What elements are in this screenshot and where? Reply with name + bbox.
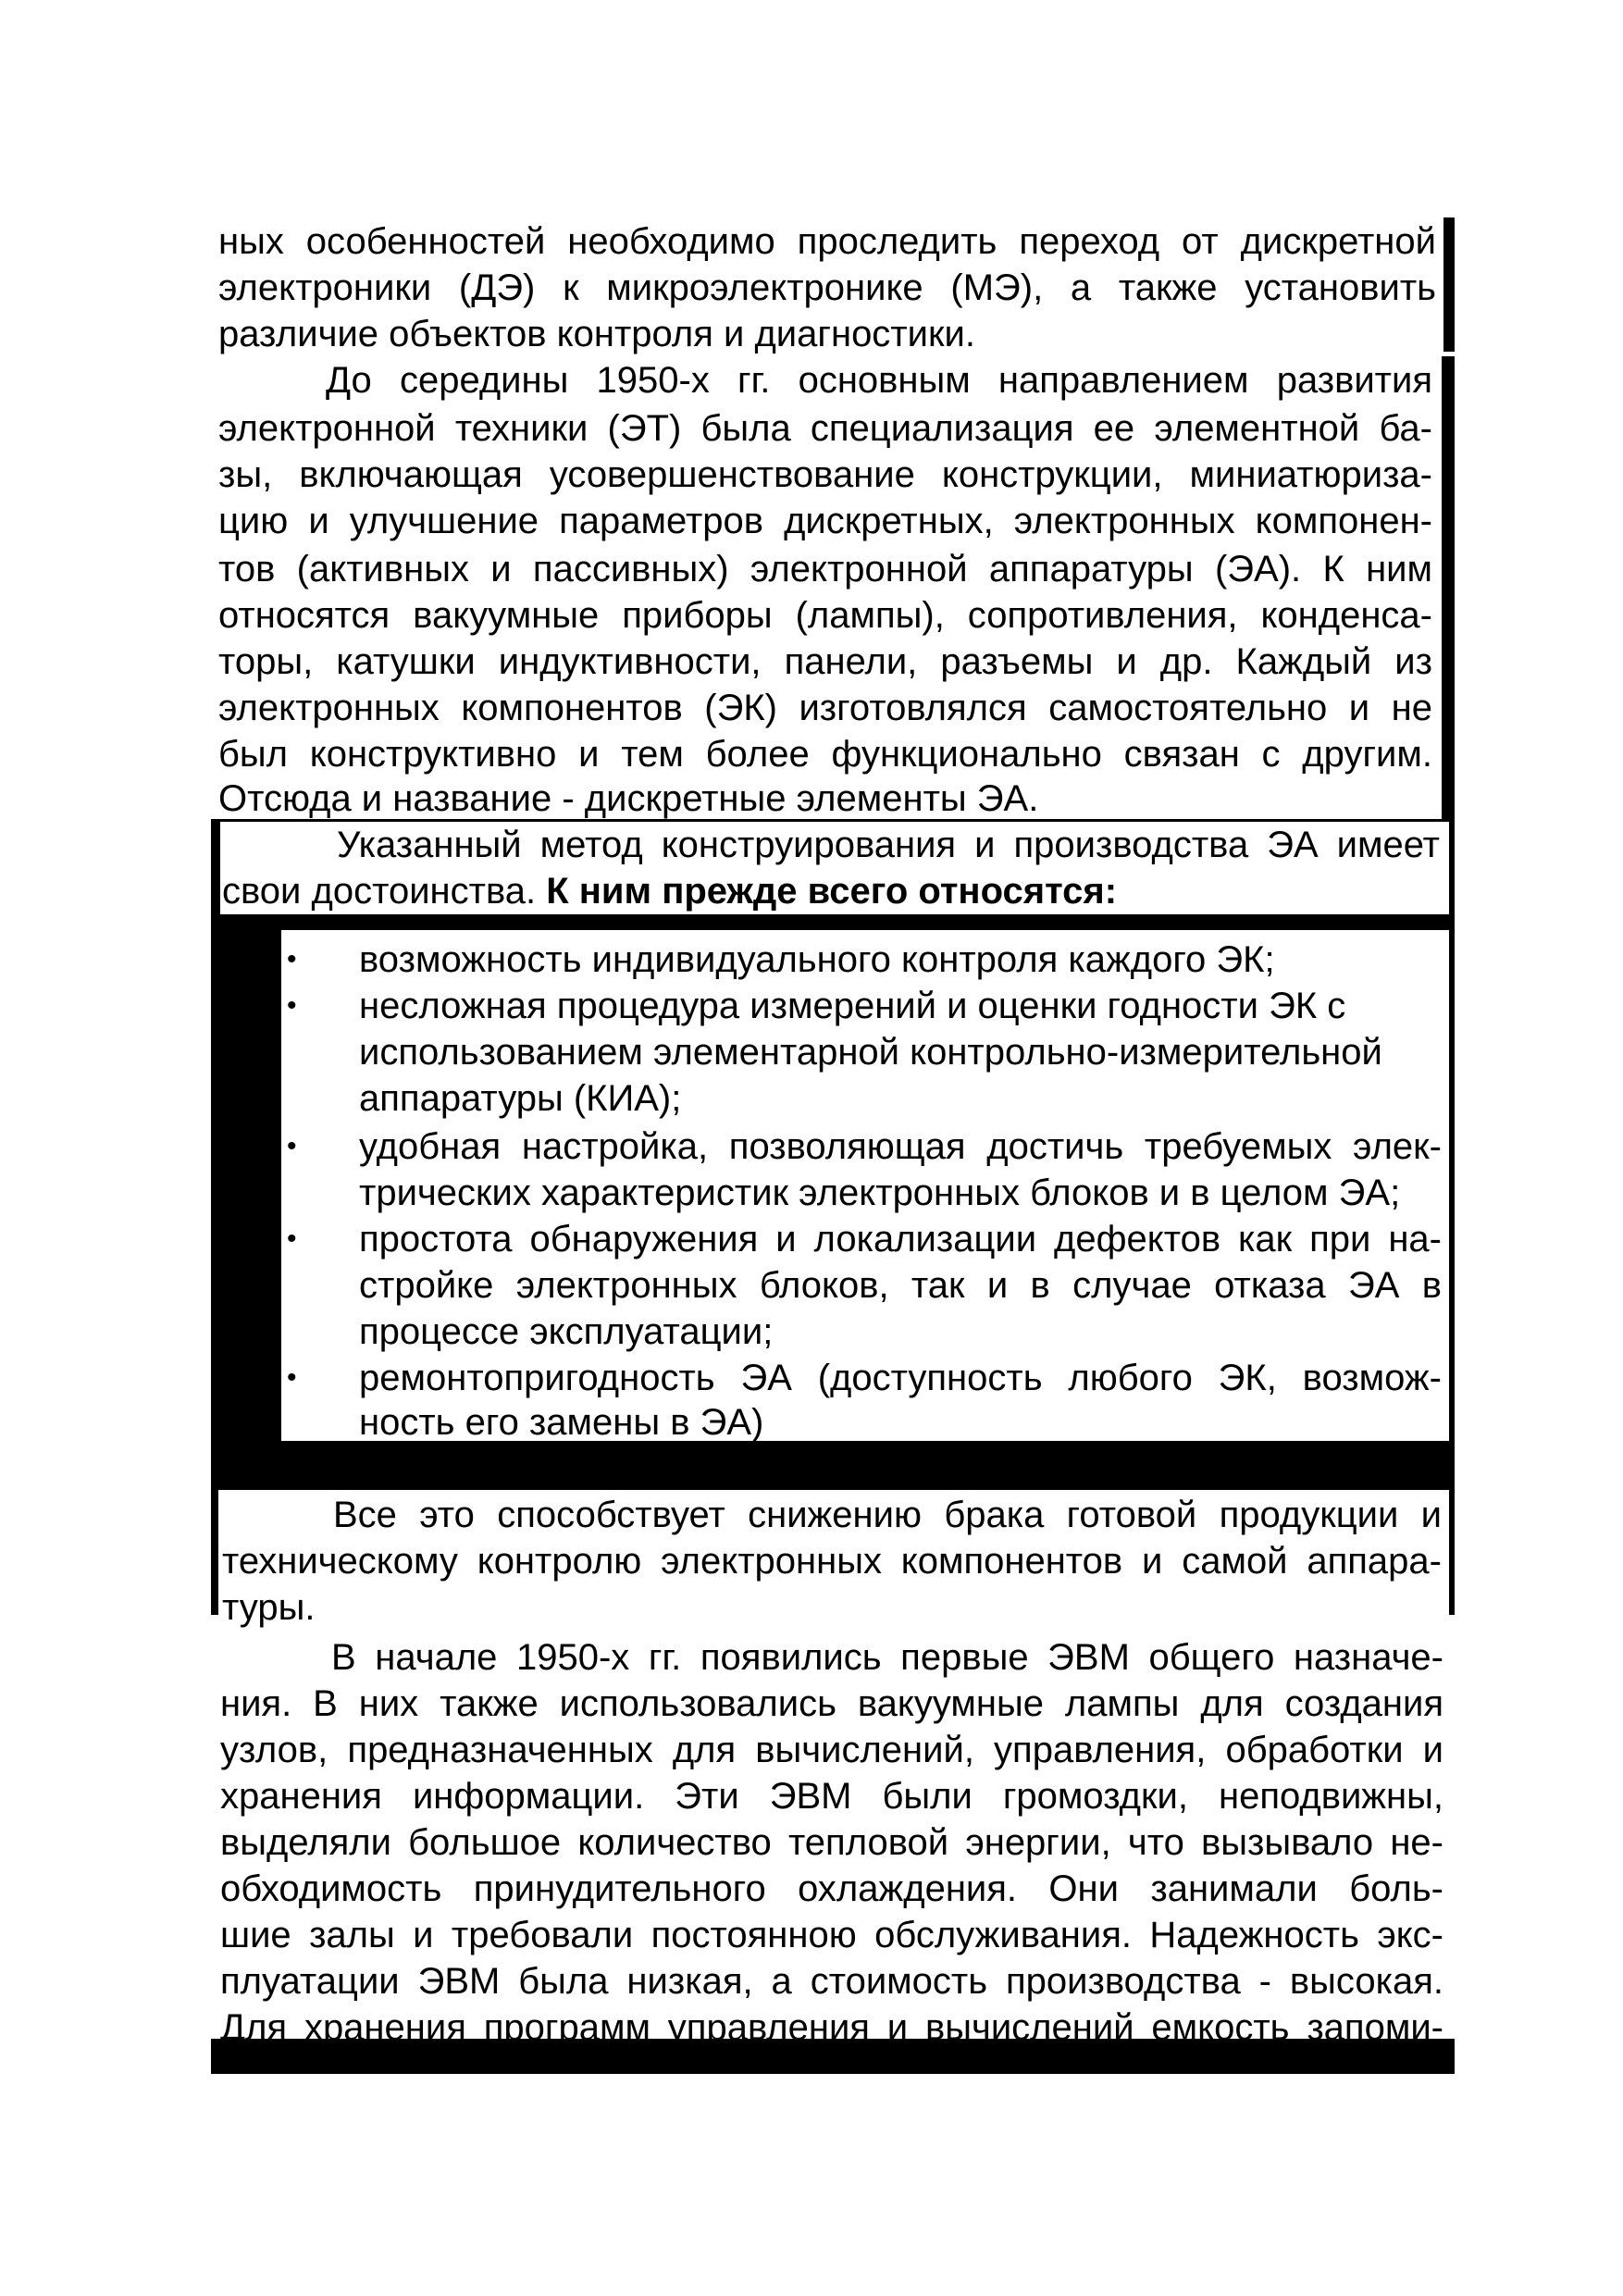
text-line: ния. В них также использовались вакуумные лампы для создания — [220, 1683, 1443, 1724]
method-bold-text: К ним прежде всего относятся: — [546, 871, 1118, 912]
text-line: удобная настройка, позволяющая достичь требуемых элек- — [359, 1126, 1442, 1167]
method-plain-text: свои достоинства. — [222, 871, 547, 912]
text-line: электронных компонентов (ЭК) изготовлялся самостоятельно и не — [218, 688, 1432, 728]
text-line: выделяли большое количество тепловой энергии, что вызывало не- — [220, 1822, 1443, 1863]
text-line: Все это способствует снижению брака готовой продукции и — [333, 1495, 1442, 1535]
text-line: туры. — [222, 1587, 316, 1628]
text-line: шие залы и требовали постоянною обслуживания. Надежность экс- — [220, 1915, 1443, 1955]
text-line: Отсюда и название - дискретные элементы ЭА. — [218, 778, 1039, 819]
text-line: процессе эксплуатации; — [359, 1311, 774, 1352]
text-line: В начале 1950-х гг. появились первые ЭВМ общего назначе- — [331, 1637, 1443, 1678]
text-line: зы, включающая усовершенствование конструкции, миниатюриза- — [218, 454, 1432, 495]
text-line: был конструктивно и тем более функционально связан с другим. — [218, 734, 1432, 775]
text-line: Указанный метод конструирования и производства ЭА имеет — [337, 825, 1440, 865]
text-line: аппаратуры (КИА); — [359, 1078, 682, 1119]
text-line: цию и улучшение параметров дискретных, электронных компонен- — [218, 501, 1432, 541]
text-line: До середины 1950-х гг. основным направлением развития — [326, 360, 1432, 401]
text-line: обходимость принудительного охлаждения. Они занимали боль- — [220, 1868, 1443, 1909]
text-line: ремонтопригодность ЭА (доступность любого ЭК, возмож- — [359, 1358, 1442, 1398]
text-line: трических характеристик электронных блоков и в целом ЭА; — [359, 1173, 1401, 1213]
text-line: ных особенностей необходимо проследить переход от дискретной — [218, 221, 1436, 262]
bullet-icon: • — [287, 1362, 297, 1393]
text-line: несложная процедура измерений и оценки годности ЭК с — [359, 986, 1346, 1026]
text-line: различие объектов контроля и диагностики. — [218, 314, 975, 354]
text-line: относятся вакуумные приборы (лампы), сопротивления, конденса- — [218, 595, 1432, 636]
bullet-icon: • — [287, 1131, 297, 1161]
text-line: использованием элементарной контрольно-измерительной — [359, 1032, 1382, 1073]
text-line: Для хранения программ управления и вычислений емкость запоми- — [220, 2007, 1443, 2048]
text-line: ность его замены в ЭА) — [359, 1402, 764, 1443]
text-line: узлов, предназначенных для вычислений, управления, обработки и — [220, 1730, 1443, 1770]
bullet-icon: • — [287, 944, 297, 974]
text-line: тов (активных и пассивных) электронной аппаратуры (ЭА). К ним — [218, 549, 1432, 590]
text-line: плуатации ЭВМ была низкая, а стоимость производства - высокая. — [220, 1961, 1443, 2002]
text-line — [222, 868, 1449, 914]
text-line: простота обнаружения и локализации дефектов как при на- — [359, 1219, 1442, 1260]
text-line: хранения информации. Эти ЭВМ были громоздки, неподвижны, — [220, 1776, 1443, 1817]
text-line: торы, катушки индуктивности, панели, разъемы и др. Каждый из — [218, 641, 1432, 682]
text-line: стройке электронных блоков, так и в случае отказа ЭА в — [359, 1265, 1442, 1306]
bullet-icon: • — [287, 1223, 297, 1254]
text-line: возможность индивидуального контроля каждого ЭК; — [359, 939, 1275, 980]
text-line: электронной техники (ЭТ) была специализация ее элементной ба- — [218, 408, 1432, 449]
text-line: электроники (ДЭ) к микроэлектронике (МЭ), а также установить — [218, 267, 1436, 308]
scan-edge-right-2 — [1442, 356, 1455, 819]
bullet-icon: • — [287, 990, 297, 1021]
text-line: техническому контролю электронных компонентов и самой аппара- — [222, 1541, 1442, 1582]
